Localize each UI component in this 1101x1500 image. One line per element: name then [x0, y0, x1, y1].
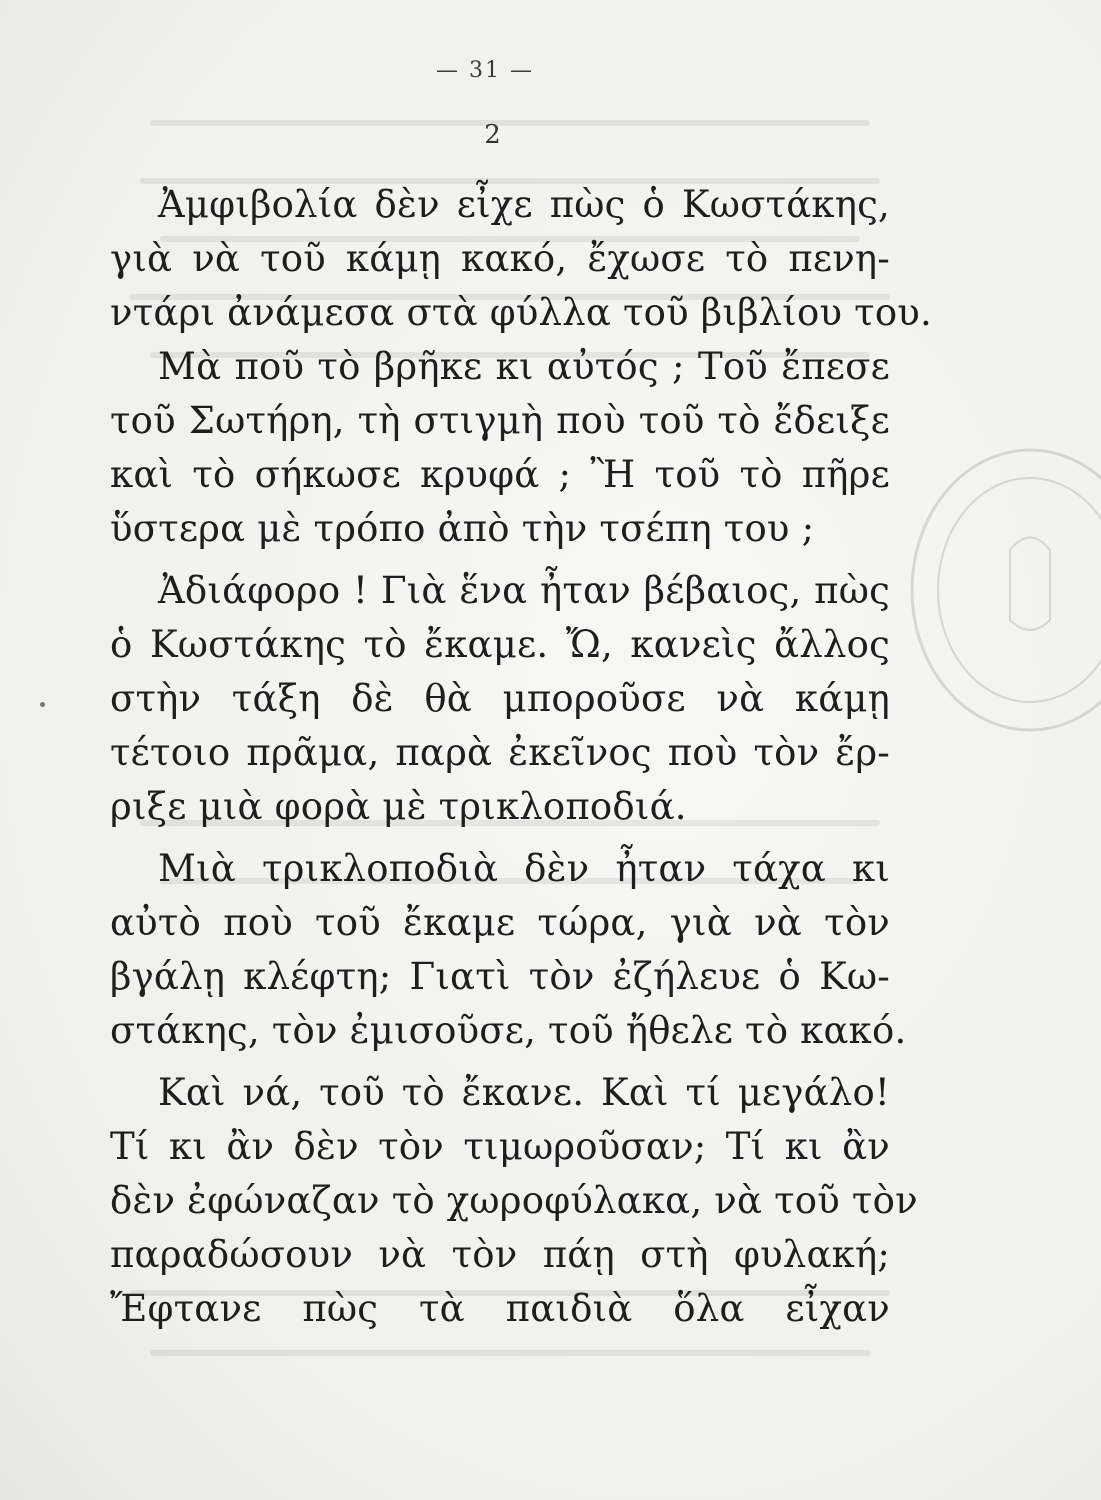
text-line: ὕστερα μὲ τρόπο ἀπὸ τὴν τσέπη του ;: [110, 507, 815, 550]
text-line: αὐτὸ ποὺ τοῦ ἔκαμε τώρα, γιὰ νὰ τὸν: [110, 901, 890, 944]
text-line: Μιὰ τρικλοποδιὰ δὲν ἦταν τάχα κι: [158, 847, 890, 890]
text-line: καὶ τὸ σήκωσε κρυφά ; Ἢ τοῦ τὸ πῆρε: [110, 453, 890, 496]
text-line: δὲν ἐφώναζαν τὸ χωροφύλακα, νὰ τοῦ τὸν: [110, 1179, 918, 1222]
text-line: Τί κι ἂν δὲν τὸν τιμωροῦσαν; Τί κι ἂν: [110, 1125, 890, 1168]
text-line: Ἀμφιβολία δὲν εἶχε πὼς ὁ Κωστάκης,: [158, 183, 890, 226]
text-line: στάκης, τὸν ἐμισοῦσε, τοῦ ἤθελε τὸ κακό.: [110, 1009, 907, 1052]
page-number: — 31 —: [436, 58, 534, 83]
text-line: ντάρι ἀνάμεσα στὰ φύλλα τοῦ βιβλίου του.: [110, 291, 932, 334]
text-line: παραδώσουν νὰ τὸν πάῃ στὴ φυλακή;: [110, 1233, 890, 1276]
chapter-number: 2: [484, 120, 501, 150]
text-line: Ἔφτανε πὼς τὰ παιδιὰ ὅλα εἶχαν: [110, 1287, 890, 1330]
text-line: Ἀδιάφορο ! Γιὰ ἕνα ἦταν βέβαιος, πὼς: [158, 569, 890, 612]
text-line: τέτοιο πρᾶμα, παρὰ ἐκεῖνος ποὺ τὸν ἔρ-: [110, 731, 890, 774]
text-line: γιὰ νὰ τοῦ κάμῃ κακό, ἔχωσε τὸ πενη-: [110, 237, 890, 280]
text-line: τοῦ Σωτήρη, τὴ στιγμὴ ποὺ τοῦ τὸ ἔδειξε: [110, 399, 890, 442]
text-line: στὴν τάξη δὲ θὰ μποροῦσε νὰ κάμῃ: [110, 677, 890, 720]
stray-ink-mark: [40, 702, 45, 707]
body-text: [110, 178, 932, 1336]
library-stamp: [905, 440, 1101, 740]
text-line: ριξε μιὰ φορὰ μὲ τρικλοποδιά.: [110, 785, 687, 828]
text-line: Μὰ ποῦ τὸ βρῆκε κι αὐτός ; Τοῦ ἔπεσε: [158, 345, 890, 388]
text-line: βγάλῃ κλέφτη; Γιατὶ τὸν ἐζήλευε ὁ Κω-: [110, 955, 890, 998]
text-line: ὁ Κωστάκης τὸ ἔκαμε. Ὤ, κανεὶς ἄλλος: [110, 623, 890, 666]
text-line: Καὶ νά, τοῦ τὸ ἔκανε. Καὶ τί μεγάλο!: [158, 1071, 890, 1114]
